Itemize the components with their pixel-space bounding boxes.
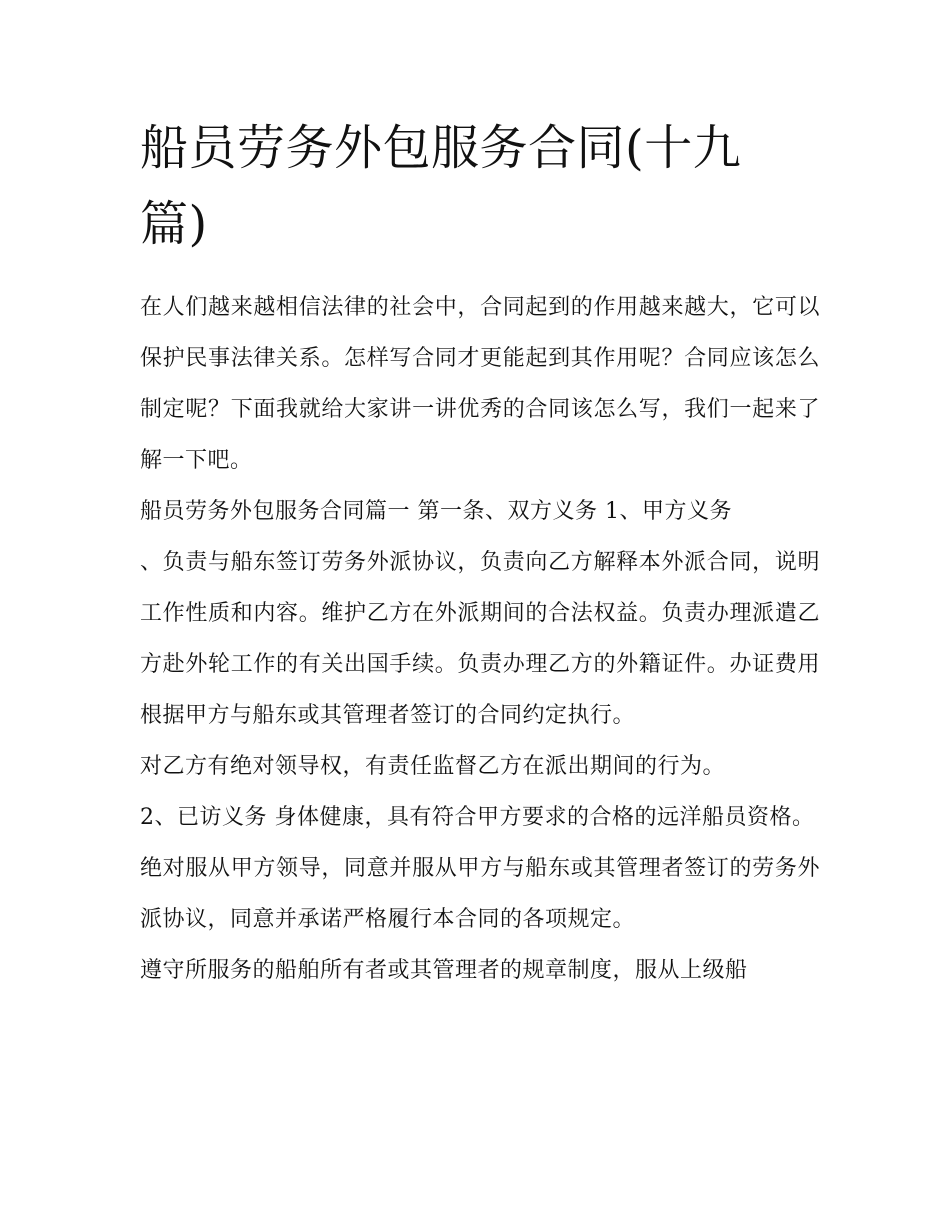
paragraph-party-a-duties: 、负责与船东签订劳务外派协议，负责向乙方解释本外派合同，说明工作性质和内容。维护乙方在外派期间的合法权益。负责办理派遣乙方赴外轮工作的有关出国手续。负责办理乙方的外籍证件。办证费用根据甲方与船东或其管理者签订的合同约定执行。 <box>140 550 820 728</box>
paragraph-party-b-duties: 2、已访义务 身体健康，具有符合甲方要求的合格的远洋船员资格。 <box>140 805 815 830</box>
document-title: 船员劳务外包服务合同(十九篇) <box>140 120 742 252</box>
document-body <box>140 110 820 996</box>
paragraph-article-one: 船员劳务外包服务合同篇一 第一条、双方义务 1、甲方义务 <box>140 499 732 524</box>
paragraph-list <box>140 282 820 996</box>
paragraph-intro: 在人们越来越相信法律的社会中，合同起到的作用越来越大，它可以保护民事法律关系。怎样写合同才更能起到其作用呢？合同应该怎么制定呢？下面我就给大家讲一讲优秀的合同该怎么写，我们一起来了解一下吧。 <box>140 295 820 473</box>
paragraph-obedience: 绝对服从甲方领导，同意并服从甲方与船东或其管理者签订的劳务外派协议，同意并承诺严格履行本合同的各项规定。 <box>140 856 820 932</box>
paragraph-regulations: 遵守所服务的船舶所有者或其管理者的规章制度，服从上级船 <box>140 958 748 983</box>
paragraph-supervision: 对乙方有绝对领导权，有责任监督乙方在派出期间的行为。 <box>140 754 726 779</box>
